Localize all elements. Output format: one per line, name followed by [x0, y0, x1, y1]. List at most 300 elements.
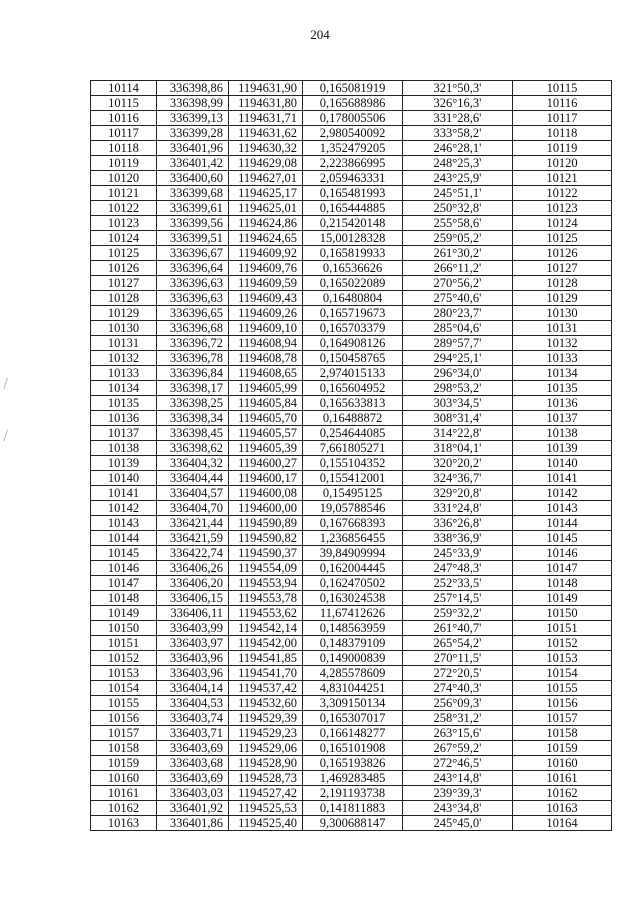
- next-point-number-cell: 10134: [513, 366, 612, 381]
- table-row: [91, 426, 612, 441]
- table-row: [91, 531, 612, 546]
- distance-cell: 0,165101908: [303, 741, 403, 756]
- bearing-angle-cell: 298°53,2': [403, 381, 513, 396]
- table-row: [91, 561, 612, 576]
- y-coordinate-cell: 1194609,59: [229, 276, 303, 291]
- next-point-number-cell: 10131: [513, 321, 612, 336]
- x-coordinate-cell: 336404,44: [157, 471, 229, 486]
- bearing-angle-cell: 256°09,3': [403, 696, 513, 711]
- y-coordinate-cell: 1194600,08: [229, 486, 303, 501]
- table-row: [91, 321, 612, 336]
- point-number-cell: 10153: [91, 666, 157, 681]
- x-coordinate-cell: 336398,25: [157, 396, 229, 411]
- table-row: [91, 111, 612, 126]
- distance-cell: 0,165307017: [303, 711, 403, 726]
- table-row: [91, 651, 612, 666]
- bearing-angle-cell: 245°51,1': [403, 186, 513, 201]
- distance-cell: 0,165022089: [303, 276, 403, 291]
- x-coordinate-cell: 336401,86: [157, 816, 229, 831]
- point-number-cell: 10124: [91, 231, 157, 246]
- bearing-angle-cell: 285°04,6': [403, 321, 513, 336]
- x-coordinate-cell: 336404,57: [157, 486, 229, 501]
- point-number-cell: 10155: [91, 696, 157, 711]
- y-coordinate-cell: 1194528,73: [229, 771, 303, 786]
- x-coordinate-cell: 336401,96: [157, 141, 229, 156]
- next-point-number-cell: 10119: [513, 141, 612, 156]
- table-row: [91, 276, 612, 291]
- bearing-angle-cell: 321°50,3': [403, 81, 513, 96]
- y-coordinate-cell: 1194528,90: [229, 756, 303, 771]
- y-coordinate-cell: 1194608,94: [229, 336, 303, 351]
- x-coordinate-cell: 336396,63: [157, 276, 229, 291]
- next-point-number-cell: 10152: [513, 636, 612, 651]
- x-coordinate-cell: 336422,74: [157, 546, 229, 561]
- table-row: [91, 576, 612, 591]
- x-coordinate-cell: 336403,03: [157, 786, 229, 801]
- y-coordinate-cell: 1194553,62: [229, 606, 303, 621]
- distance-cell: 39,84909994: [303, 546, 403, 561]
- bearing-angle-cell: 252°33,5': [403, 576, 513, 591]
- x-coordinate-cell: 336403,96: [157, 666, 229, 681]
- x-coordinate-cell: 336406,20: [157, 576, 229, 591]
- x-coordinate-cell: 336398,62: [157, 441, 229, 456]
- next-point-number-cell: 10145: [513, 531, 612, 546]
- point-number-cell: 10149: [91, 606, 157, 621]
- y-coordinate-cell: 1194525,53: [229, 801, 303, 816]
- table-row: [91, 786, 612, 801]
- page-number: 204: [310, 27, 330, 42]
- bearing-angle-cell: 272°20,5': [403, 666, 513, 681]
- next-point-number-cell: 10139: [513, 441, 612, 456]
- y-coordinate-cell: 1194590,37: [229, 546, 303, 561]
- x-coordinate-cell: 336398,86: [157, 81, 229, 96]
- distance-cell: 0,165703379: [303, 321, 403, 336]
- table-row: [91, 396, 612, 411]
- table-row: [91, 366, 612, 381]
- bearing-angle-cell: 272°46,5': [403, 756, 513, 771]
- point-number-cell: 10116: [91, 111, 157, 126]
- x-coordinate-cell: 336398,34: [157, 411, 229, 426]
- bearing-angle-cell: 289°57,7': [403, 336, 513, 351]
- bearing-angle-cell: 338°36,9': [403, 531, 513, 546]
- x-coordinate-cell: 336403,74: [157, 711, 229, 726]
- y-coordinate-cell: 1194541,70: [229, 666, 303, 681]
- bearing-angle-cell: 243°25,9': [403, 171, 513, 186]
- table-row: [91, 606, 612, 621]
- next-point-number-cell: 10143: [513, 501, 612, 516]
- x-coordinate-cell: 336403,71: [157, 726, 229, 741]
- distance-cell: 0,148563959: [303, 621, 403, 636]
- next-point-number-cell: 10162: [513, 786, 612, 801]
- next-point-number-cell: 10137: [513, 411, 612, 426]
- next-point-number-cell: 10127: [513, 261, 612, 276]
- y-coordinate-cell: 1194553,94: [229, 576, 303, 591]
- table-row: [91, 96, 612, 111]
- y-coordinate-cell: 1194609,43: [229, 291, 303, 306]
- point-number-cell: 10142: [91, 501, 157, 516]
- table-row: [91, 156, 612, 171]
- x-coordinate-cell: 336396,84: [157, 366, 229, 381]
- next-point-number-cell: 10122: [513, 186, 612, 201]
- y-coordinate-cell: 1194624,65: [229, 231, 303, 246]
- next-point-number-cell: 10138: [513, 426, 612, 441]
- distance-cell: 0,141811883: [303, 801, 403, 816]
- coordinate-table: [90, 80, 612, 831]
- y-coordinate-cell: 1194608,78: [229, 351, 303, 366]
- table-row: [91, 771, 612, 786]
- bearing-angle-cell: 324°36,7': [403, 471, 513, 486]
- point-number-cell: 10152: [91, 651, 157, 666]
- y-coordinate-cell: 1194609,76: [229, 261, 303, 276]
- point-number-cell: 10141: [91, 486, 157, 501]
- distance-cell: 19,05788546: [303, 501, 403, 516]
- point-number-cell: 10138: [91, 441, 157, 456]
- point-number-cell: 10122: [91, 201, 157, 216]
- y-coordinate-cell: 1194624,86: [229, 216, 303, 231]
- x-coordinate-cell: 336421,44: [157, 516, 229, 531]
- distance-cell: 1,469283485: [303, 771, 403, 786]
- y-coordinate-cell: 1194600,17: [229, 471, 303, 486]
- x-coordinate-cell: 336396,78: [157, 351, 229, 366]
- bearing-angle-cell: 243°14,8': [403, 771, 513, 786]
- distance-cell: 0,178005506: [303, 111, 403, 126]
- bearing-angle-cell: 274°40,3': [403, 681, 513, 696]
- table-row: [91, 201, 612, 216]
- table-row: [91, 351, 612, 366]
- next-point-number-cell: 10140: [513, 456, 612, 471]
- point-number-cell: 10151: [91, 636, 157, 651]
- next-point-number-cell: 10144: [513, 516, 612, 531]
- point-number-cell: 10145: [91, 546, 157, 561]
- point-number-cell: 10131: [91, 336, 157, 351]
- bearing-angle-cell: 266°11,2': [403, 261, 513, 276]
- table-row: [91, 261, 612, 276]
- bearing-angle-cell: 329°20,8': [403, 486, 513, 501]
- bearing-angle-cell: 296°34,0': [403, 366, 513, 381]
- next-point-number-cell: 10147: [513, 561, 612, 576]
- point-number-cell: 10163: [91, 816, 157, 831]
- table-row: [91, 756, 612, 771]
- distance-cell: 0,164908126: [303, 336, 403, 351]
- y-coordinate-cell: 1194529,06: [229, 741, 303, 756]
- y-coordinate-cell: 1194627,01: [229, 171, 303, 186]
- distance-cell: 0,148379109: [303, 636, 403, 651]
- y-coordinate-cell: 1194605,70: [229, 411, 303, 426]
- next-point-number-cell: 10141: [513, 471, 612, 486]
- bearing-angle-cell: 331°28,6': [403, 111, 513, 126]
- bearing-angle-cell: 331°24,8': [403, 501, 513, 516]
- bearing-angle-cell: 245°33,9': [403, 546, 513, 561]
- table-row: [91, 711, 612, 726]
- x-coordinate-cell: 336399,13: [157, 111, 229, 126]
- point-number-cell: 10115: [91, 96, 157, 111]
- table-row: [91, 666, 612, 681]
- distance-cell: 0,162470502: [303, 576, 403, 591]
- y-coordinate-cell: 1194600,27: [229, 456, 303, 471]
- table-row: [91, 141, 612, 156]
- bearing-angle-cell: 267°59,2': [403, 741, 513, 756]
- distance-cell: 2,223866995: [303, 156, 403, 171]
- next-point-number-cell: 10118: [513, 126, 612, 141]
- table-row: [91, 216, 612, 231]
- point-number-cell: 10119: [91, 156, 157, 171]
- distance-cell: 4,285578609: [303, 666, 403, 681]
- point-number-cell: 10136: [91, 411, 157, 426]
- table-row: [91, 546, 612, 561]
- y-coordinate-cell: 1194625,01: [229, 201, 303, 216]
- x-coordinate-cell: 336396,67: [157, 246, 229, 261]
- x-coordinate-cell: 336404,32: [157, 456, 229, 471]
- x-coordinate-cell: 336403,97: [157, 636, 229, 651]
- x-coordinate-cell: 336404,70: [157, 501, 229, 516]
- next-point-number-cell: 10160: [513, 756, 612, 771]
- point-number-cell: 10154: [91, 681, 157, 696]
- next-point-number-cell: 10156: [513, 696, 612, 711]
- distance-cell: 15,00128328: [303, 231, 403, 246]
- y-coordinate-cell: 1194590,89: [229, 516, 303, 531]
- point-number-cell: 10159: [91, 756, 157, 771]
- point-number-cell: 10158: [91, 741, 157, 756]
- next-point-number-cell: 10123: [513, 201, 612, 216]
- distance-cell: 0,165481993: [303, 186, 403, 201]
- y-coordinate-cell: 1194554,09: [229, 561, 303, 576]
- next-point-number-cell: 10159: [513, 741, 612, 756]
- distance-cell: 0,165604952: [303, 381, 403, 396]
- table-row: [91, 246, 612, 261]
- distance-cell: 0,165819933: [303, 246, 403, 261]
- x-coordinate-cell: 336399,61: [157, 201, 229, 216]
- next-point-number-cell: 10121: [513, 171, 612, 186]
- y-coordinate-cell: 1194525,40: [229, 816, 303, 831]
- distance-cell: 4,831044251: [303, 681, 403, 696]
- distance-cell: 2,974015133: [303, 366, 403, 381]
- distance-cell: 0,155412001: [303, 471, 403, 486]
- table-row: [91, 636, 612, 651]
- y-coordinate-cell: 1194629,08: [229, 156, 303, 171]
- distance-cell: 1,236856455: [303, 531, 403, 546]
- point-number-cell: 10128: [91, 291, 157, 306]
- bearing-angle-cell: 258°31,2': [403, 711, 513, 726]
- point-number-cell: 10140: [91, 471, 157, 486]
- point-number-cell: 10118: [91, 141, 157, 156]
- bearing-angle-cell: 259°32,2': [403, 606, 513, 621]
- distance-cell: 0,150458765: [303, 351, 403, 366]
- table-row: [91, 126, 612, 141]
- distance-cell: 0,16488872: [303, 411, 403, 426]
- next-point-number-cell: 10158: [513, 726, 612, 741]
- y-coordinate-cell: 1194537,42: [229, 681, 303, 696]
- table-row: [91, 381, 612, 396]
- bearing-angle-cell: 318°04,1': [403, 441, 513, 456]
- y-coordinate-cell: 1194605,84: [229, 396, 303, 411]
- bearing-angle-cell: 303°34,5': [403, 396, 513, 411]
- distance-cell: 2,191193738: [303, 786, 403, 801]
- x-coordinate-cell: 336396,64: [157, 261, 229, 276]
- bearing-angle-cell: 314°22,8': [403, 426, 513, 441]
- distance-cell: 7,661805271: [303, 441, 403, 456]
- distance-cell: 0,16536626: [303, 261, 403, 276]
- bearing-angle-cell: 247°48,3': [403, 561, 513, 576]
- x-coordinate-cell: 336396,65: [157, 306, 229, 321]
- point-number-cell: 10157: [91, 726, 157, 741]
- x-coordinate-cell: 336399,56: [157, 216, 229, 231]
- bearing-angle-cell: 326°16,3': [403, 96, 513, 111]
- distance-cell: 0,163024538: [303, 591, 403, 606]
- point-number-cell: 10130: [91, 321, 157, 336]
- point-number-cell: 10129: [91, 306, 157, 321]
- bearing-angle-cell: 239°39,3': [403, 786, 513, 801]
- point-number-cell: 10137: [91, 426, 157, 441]
- distance-cell: 0,167668393: [303, 516, 403, 531]
- table-row: [91, 816, 612, 831]
- bearing-angle-cell: 250°32,8': [403, 201, 513, 216]
- next-point-number-cell: 10161: [513, 771, 612, 786]
- next-point-number-cell: 10130: [513, 306, 612, 321]
- next-point-number-cell: 10148: [513, 576, 612, 591]
- y-coordinate-cell: 1194532,60: [229, 696, 303, 711]
- x-coordinate-cell: 336404,53: [157, 696, 229, 711]
- bearing-angle-cell: 294°25,1': [403, 351, 513, 366]
- distance-cell: 0,166148277: [303, 726, 403, 741]
- x-coordinate-cell: 336406,26: [157, 561, 229, 576]
- point-number-cell: 10147: [91, 576, 157, 591]
- y-coordinate-cell: 1194631,80: [229, 96, 303, 111]
- next-point-number-cell: 10151: [513, 621, 612, 636]
- table-row: [91, 681, 612, 696]
- bearing-angle-cell: 246°28,1': [403, 141, 513, 156]
- point-number-cell: 10150: [91, 621, 157, 636]
- y-coordinate-cell: 1194631,62: [229, 126, 303, 141]
- table-row: [91, 696, 612, 711]
- table-row: [91, 741, 612, 756]
- x-coordinate-cell: 336398,99: [157, 96, 229, 111]
- table-row: [91, 801, 612, 816]
- point-number-cell: 10121: [91, 186, 157, 201]
- distance-cell: 9,300688147: [303, 816, 403, 831]
- y-coordinate-cell: 1194631,90: [229, 81, 303, 96]
- distance-cell: 3,309150134: [303, 696, 403, 711]
- distance-cell: 0,215420148: [303, 216, 403, 231]
- point-number-cell: 10146: [91, 561, 157, 576]
- x-coordinate-cell: 336399,51: [157, 231, 229, 246]
- y-coordinate-cell: 1194605,57: [229, 426, 303, 441]
- table-row: [91, 591, 612, 606]
- y-coordinate-cell: 1194608,65: [229, 366, 303, 381]
- x-coordinate-cell: 336406,11: [157, 606, 229, 621]
- y-coordinate-cell: 1194529,39: [229, 711, 303, 726]
- table-row: [91, 486, 612, 501]
- next-point-number-cell: 10164: [513, 816, 612, 831]
- table-row: [91, 726, 612, 741]
- x-coordinate-cell: 336396,63: [157, 291, 229, 306]
- y-coordinate-cell: 1194625,17: [229, 186, 303, 201]
- distance-cell: 0,165081919: [303, 81, 403, 96]
- table-row: [91, 621, 612, 636]
- point-number-cell: 10162: [91, 801, 157, 816]
- y-coordinate-cell: 1194609,26: [229, 306, 303, 321]
- next-point-number-cell: 10155: [513, 681, 612, 696]
- y-coordinate-cell: 1194631,71: [229, 111, 303, 126]
- point-number-cell: 10160: [91, 771, 157, 786]
- next-point-number-cell: 10157: [513, 711, 612, 726]
- bearing-angle-cell: 261°30,2': [403, 246, 513, 261]
- x-coordinate-cell: 336400,60: [157, 171, 229, 186]
- y-coordinate-cell: 1194605,99: [229, 381, 303, 396]
- point-number-cell: 10120: [91, 171, 157, 186]
- bearing-angle-cell: 259°05,2': [403, 231, 513, 246]
- margin-scan-mark: [3, 430, 11, 443]
- x-coordinate-cell: 336401,42: [157, 156, 229, 171]
- distance-cell: 2,980540092: [303, 126, 403, 141]
- bearing-angle-cell: 245°45,0': [403, 816, 513, 831]
- distance-cell: 0,155104352: [303, 456, 403, 471]
- next-point-number-cell: 10128: [513, 276, 612, 291]
- next-point-number-cell: 10129: [513, 291, 612, 306]
- bearing-angle-cell: 333°58,2': [403, 126, 513, 141]
- next-point-number-cell: 10124: [513, 216, 612, 231]
- y-coordinate-cell: 1194590,82: [229, 531, 303, 546]
- distance-cell: 2,059463331: [303, 171, 403, 186]
- point-number-cell: 10126: [91, 261, 157, 276]
- bearing-angle-cell: 275°40,6': [403, 291, 513, 306]
- bearing-angle-cell: 263°15,6': [403, 726, 513, 741]
- bearing-angle-cell: 280°23,7': [403, 306, 513, 321]
- y-coordinate-cell: 1194630,32: [229, 141, 303, 156]
- point-number-cell: 10139: [91, 456, 157, 471]
- point-number-cell: 10135: [91, 396, 157, 411]
- y-coordinate-cell: 1194553,78: [229, 591, 303, 606]
- x-coordinate-cell: 336396,72: [157, 336, 229, 351]
- next-point-number-cell: 10132: [513, 336, 612, 351]
- distance-cell: 0,165633813: [303, 396, 403, 411]
- table-row: [91, 81, 612, 96]
- y-coordinate-cell: 1194605,39: [229, 441, 303, 456]
- y-coordinate-cell: 1194529,23: [229, 726, 303, 741]
- next-point-number-cell: 10149: [513, 591, 612, 606]
- bearing-angle-cell: 261°40,7': [403, 621, 513, 636]
- x-coordinate-cell: 336403,96: [157, 651, 229, 666]
- next-point-number-cell: 10120: [513, 156, 612, 171]
- x-coordinate-cell: 336399,68: [157, 186, 229, 201]
- distance-cell: 0,15495125: [303, 486, 403, 501]
- point-number-cell: 10114: [91, 81, 157, 96]
- bearing-angle-cell: 243°34,8': [403, 801, 513, 816]
- point-number-cell: 10134: [91, 381, 157, 396]
- coordinate-table-body: [91, 81, 612, 831]
- table-row: [91, 471, 612, 486]
- bearing-angle-cell: 270°11,5': [403, 651, 513, 666]
- point-number-cell: 10127: [91, 276, 157, 291]
- next-point-number-cell: 10154: [513, 666, 612, 681]
- distance-cell: 0,165688986: [303, 96, 403, 111]
- bearing-angle-cell: 270°56,2': [403, 276, 513, 291]
- y-coordinate-cell: 1194609,10: [229, 321, 303, 336]
- y-coordinate-cell: 1194527,42: [229, 786, 303, 801]
- y-coordinate-cell: 1194541,85: [229, 651, 303, 666]
- table-row: [91, 231, 612, 246]
- next-point-number-cell: 10136: [513, 396, 612, 411]
- table-row: [91, 291, 612, 306]
- table-row: [91, 516, 612, 531]
- x-coordinate-cell: 336421,59: [157, 531, 229, 546]
- table-row: [91, 456, 612, 471]
- x-coordinate-cell: 336396,68: [157, 321, 229, 336]
- x-coordinate-cell: 336403,69: [157, 771, 229, 786]
- point-number-cell: 10133: [91, 366, 157, 381]
- x-coordinate-cell: 336403,69: [157, 741, 229, 756]
- point-number-cell: 10156: [91, 711, 157, 726]
- distance-cell: 0,149000839: [303, 651, 403, 666]
